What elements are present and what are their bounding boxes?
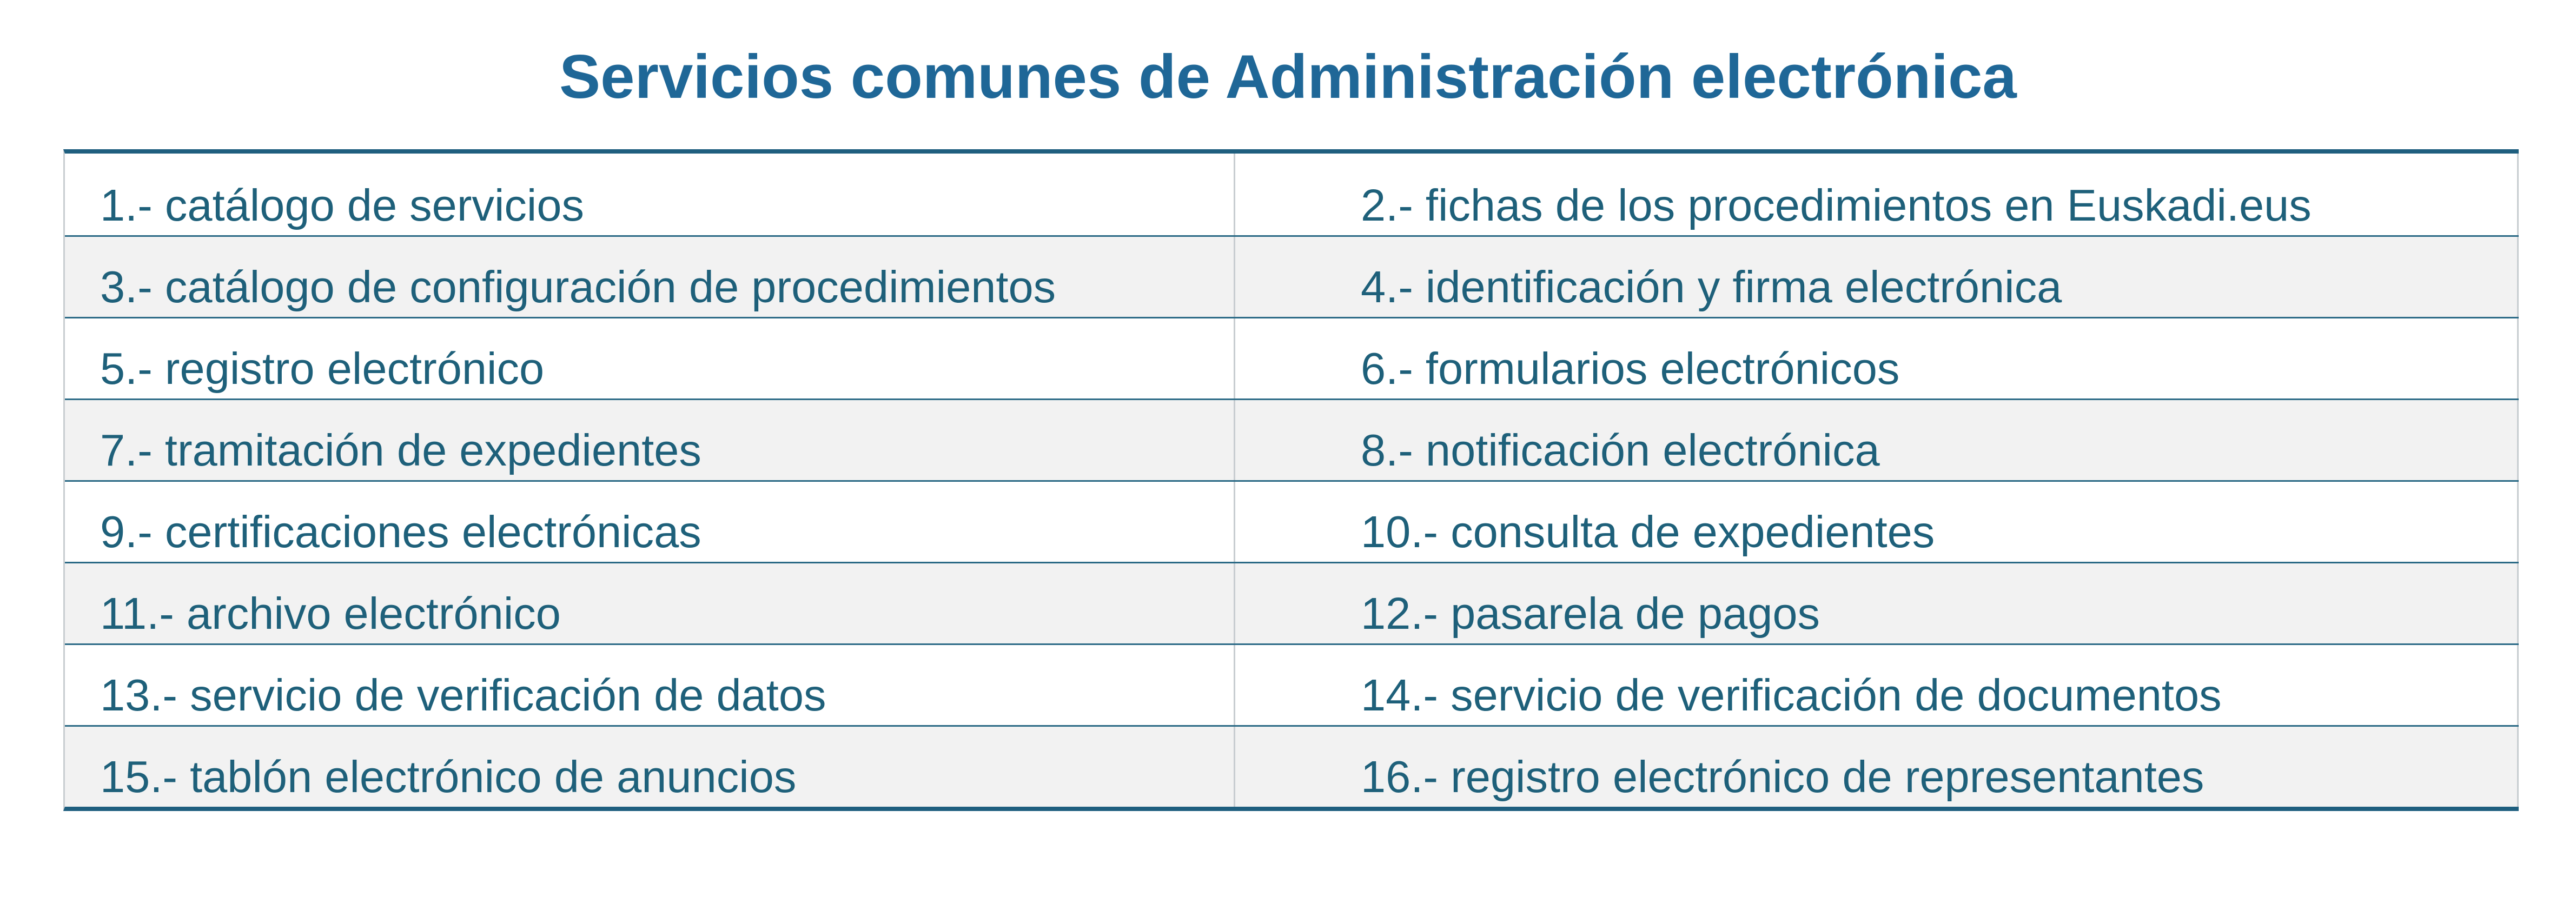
cell-text: 1.- catálogo de servicios	[100, 180, 585, 230]
table-cell	[65, 563, 1235, 643]
table-cell	[1235, 237, 2519, 317]
table-cell	[1235, 154, 2519, 235]
cell-text: 13.- servicio de verificación de datos	[100, 670, 826, 720]
services-table	[63, 149, 2519, 811]
cell-text: 3.- catálogo de configuración de procedimientos	[100, 262, 1056, 312]
cell-text: 5.- registro electrónico	[100, 343, 545, 394]
cell-text: 10.- consulta de expedientes	[1361, 507, 1935, 557]
cell-text: 16.- registro electrónico de representantes	[1361, 752, 2204, 802]
table-cell	[1235, 482, 2519, 562]
cell-text: 15.- tablón electrónico de anuncios	[100, 752, 797, 802]
cell-text: 12.- pasarela de pagos	[1361, 588, 1820, 639]
cell-text: 6.- formularios electrónicos	[1361, 343, 1900, 394]
cell-text: 2.- fichas de los procedimientos en Euskadi.eus	[1361, 180, 2312, 230]
table-cell	[1235, 727, 2519, 807]
table-cell	[65, 237, 1235, 317]
cell-text: 9.- certificaciones electrónicas	[100, 507, 701, 557]
table-cell	[1235, 645, 2519, 725]
cell-text: 4.- identificación y firma electrónica	[1361, 262, 2062, 312]
cell-text: 8.- notificación electrónica	[1361, 425, 1880, 475]
table-row	[65, 643, 2519, 725]
table-cell	[1235, 400, 2519, 480]
table-cell	[1235, 563, 2519, 643]
table-cell	[65, 645, 1235, 725]
table-row	[65, 725, 2519, 807]
table-row	[65, 398, 2519, 480]
table-cell	[65, 400, 1235, 480]
cell-text: 11.- archivo electrónico	[100, 588, 561, 639]
cell-text: 7.- tramitación de expedientes	[100, 425, 701, 475]
page-title: Servicios comunes de Administración electrónica	[559, 43, 2017, 111]
cell-text: 14.- servicio de verificación de documentos	[1361, 670, 2222, 720]
table-row	[65, 154, 2519, 235]
table-cell	[65, 318, 1235, 398]
table-cell	[65, 154, 1235, 235]
table-row	[65, 480, 2519, 562]
table-row	[65, 235, 2519, 317]
table-row	[65, 317, 2519, 398]
table-cell	[1235, 318, 2519, 398]
table-row	[65, 562, 2519, 643]
table-cell	[65, 727, 1235, 807]
table-cell	[65, 482, 1235, 562]
